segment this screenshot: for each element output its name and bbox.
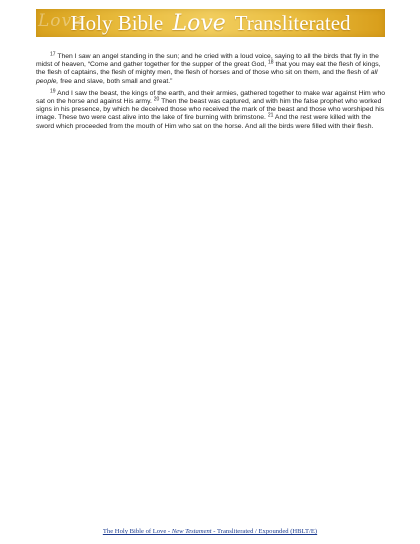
verse-number: 21 — [267, 112, 274, 119]
banner-title-love: Love — [172, 10, 226, 36]
verse-number: 19 — [50, 88, 56, 95]
footer-link[interactable] — [103, 528, 317, 535]
banner-title-part1: Holy Bible — [70, 10, 164, 35]
page-footer[interactable] — [0, 528, 420, 535]
footer-suffix: - Transliterated / Expounded (HBLT/E) — [211, 528, 318, 535]
footer-title: The Holy Bible of Love - — [102, 528, 172, 535]
verse-number: 17 — [50, 51, 56, 58]
verse-text: free and slave, both small and great.” — [58, 77, 173, 85]
italic-text: all people, — [36, 69, 378, 85]
verse-text: that you may eat the flesh of kings, the flesh of captains, the flesh of mighty men, the flesh of horses and of those who sit on them, and the flesh of — [36, 61, 381, 77]
verse-number: 20 — [153, 96, 160, 103]
header-banner — [36, 9, 385, 37]
scripture-text — [36, 53, 386, 135]
verse-text: And I saw the beast, the kings of the earth, and their armies, gathered together to make war against Him who sat on the horse and against His army. — [36, 89, 386, 106]
footer-testament: New Testament — [171, 528, 212, 535]
verse-text: And the rest were killed with the sword which proceeded from the mouth of Him who sat on the horse. And all the birds were filled with their flesh. — [36, 114, 374, 130]
banner-decoration: Love — [38, 11, 84, 31]
banner-title — [70, 11, 350, 36]
verse-text: Then the beast was captured, and with him the false prophet who worked signs in his presence, by which he deceived those who received the mark of the beast and those who worshiped his image. These two were cast alive into the lake of fire burning with brimstone. — [36, 98, 384, 122]
paragraph — [36, 90, 386, 131]
verse-text: Then I saw an angel standing in the sun; and he cried with a loud voice, saying to all the birds that fly in the midst of heaven, “Come and gather together for the supper of the great God, — [36, 53, 379, 69]
verse-number: 18 — [268, 59, 274, 66]
banner-title-part3: Transliterated — [234, 10, 351, 35]
paragraph — [36, 53, 386, 86]
